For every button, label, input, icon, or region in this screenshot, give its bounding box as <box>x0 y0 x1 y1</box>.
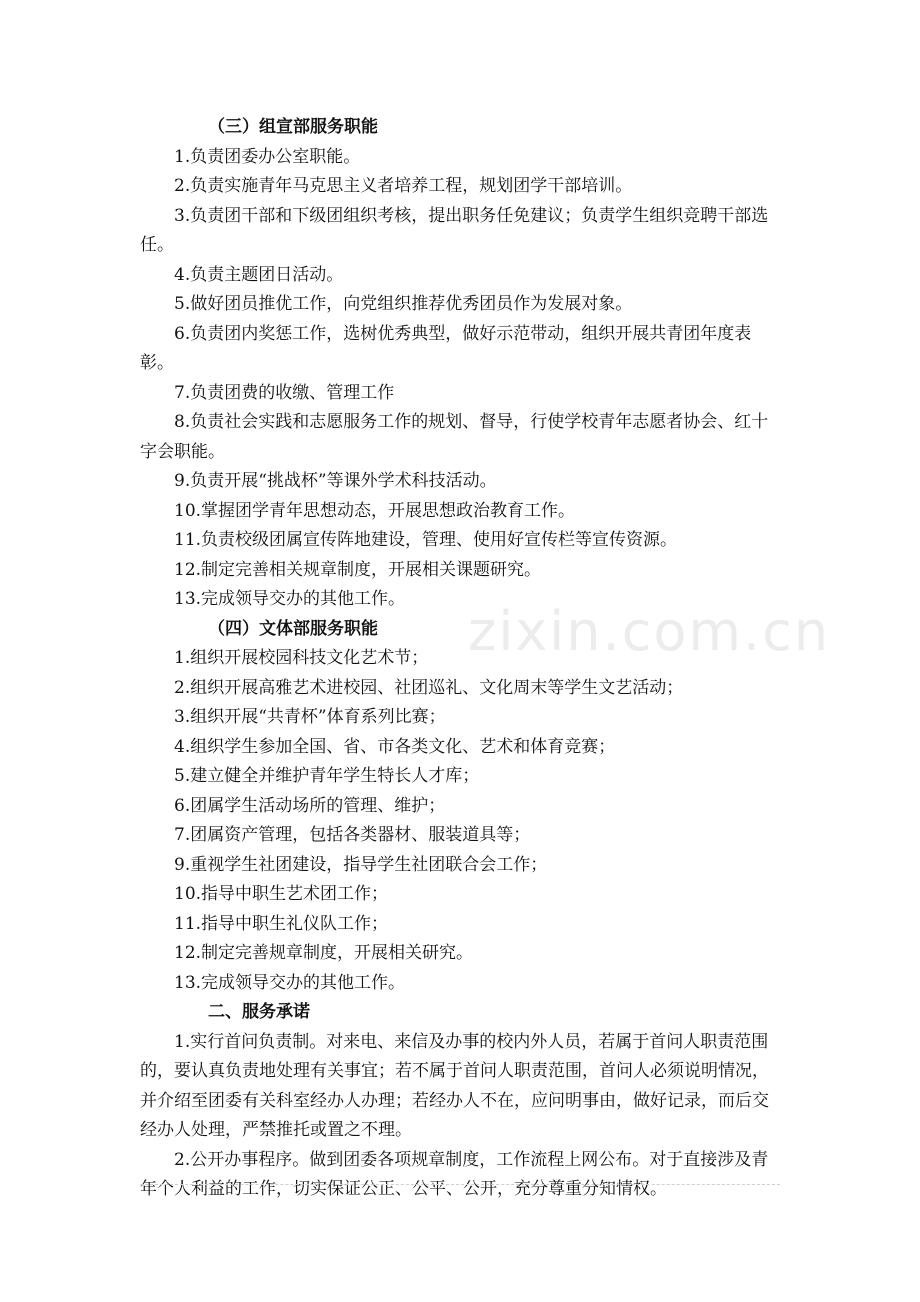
list-item: 11.负责校级团属宣传阵地建设，管理、使用好宣传栏等宣传资源。 <box>174 530 678 550</box>
watermark: zixin.com.cn <box>468 600 831 663</box>
list-item: 5.做好团员推优工作，向党组织推荐优秀团员作为发展对象。 <box>174 294 633 314</box>
list-item: 4.组织学生参加全国、省、市各类文化、艺术和体育竞赛； <box>174 736 616 757</box>
list-item: 13.完成领导交办的其他工作。 <box>174 972 406 993</box>
document-body <box>140 113 780 1205</box>
list-item: 9.负责开展“挑战杯”等课外学术科技活动。 <box>174 471 497 491</box>
list-item: 1.组织开展校园科技文化艺术节； <box>174 648 429 668</box>
paragraph: 1.实行首问负责制。对来电、来信及办事的校内外人员，若属于首问人职责范围的，要认真负责地处理有关事宜；若不属于首问人职责范围，首问人必须说明情况，并介绍至团委有关科室经办人办理；若经办人不在，应问明事由，做好记录，而后交经办人处理，严禁推托或置之不理。 <box>140 1031 769 1140</box>
list-item: 5.建立健全并维护青年学生特长人才库； <box>174 766 480 786</box>
list-item: 10.指导中职生艺术团工作； <box>174 884 389 904</box>
section-heading-3: （三）组宣部服务职能 <box>208 117 378 137</box>
list-item: 11.指导中职生礼仪队工作； <box>174 913 389 934</box>
list-item: 6.负责团内奖惩工作，选树优秀典型，做好示范带动，组织开展共青团年度表彰。 <box>140 323 752 373</box>
list-item: 13.完成领导交办的其他工作。 <box>174 589 406 609</box>
page-divider <box>140 1184 780 1185</box>
list-item: 7.团属资产管理，包括各类器材、服装道具等； <box>174 825 531 845</box>
list-item: 2.负责实施青年马克思主义者培养工程，规划团学干部培训。 <box>174 176 633 196</box>
list-item: 12.制定完善相关规章制度，开展相关课题研究。 <box>174 559 542 580</box>
list-item: 4.负责主题团日活动。 <box>174 264 344 285</box>
section-heading-4: （四）文体部服务职能 <box>208 618 378 639</box>
list-item: 9.重视学生社团建设，指导学生社团联合会工作； <box>174 854 548 875</box>
list-item: 6.团属学生活动场所的管理、维护； <box>174 795 446 816</box>
list-item: 10.掌握团学青年思想动态，开展思想政治教育工作。 <box>174 500 576 521</box>
list-item: 3.负责团干部和下级团组织考核，提出职务任免建议；负责学生组织竞聘干部选任。 <box>140 205 769 255</box>
list-item: 2.组织开展高雅艺术进校园、社团巡礼、文化周末等学生文艺活动； <box>174 677 684 698</box>
list-item: 8.负责社会实践和志愿服务工作的规划、督导，行使学校青年志愿者协会、红十字会职能。 <box>140 412 769 462</box>
list-item: 1.负责团委办公室职能。 <box>174 146 361 167</box>
list-item: 12.制定完善规章制度，开展相关研究。 <box>174 943 474 963</box>
commitment-heading: 二、服务承诺 <box>208 1002 310 1022</box>
list-item: 7.负责团费的收缴、管理工作 <box>174 382 395 403</box>
paragraph: 2.公开办事程序。做到团委各项规章制度，工作流程上网公布。对于直接涉及青年个人利益的工作，切实保证公正、公平、公开，充分尊重分知情权。 <box>140 1149 769 1199</box>
list-item: 3.组织开展“共青杯”体育系列比赛； <box>174 707 446 727</box>
